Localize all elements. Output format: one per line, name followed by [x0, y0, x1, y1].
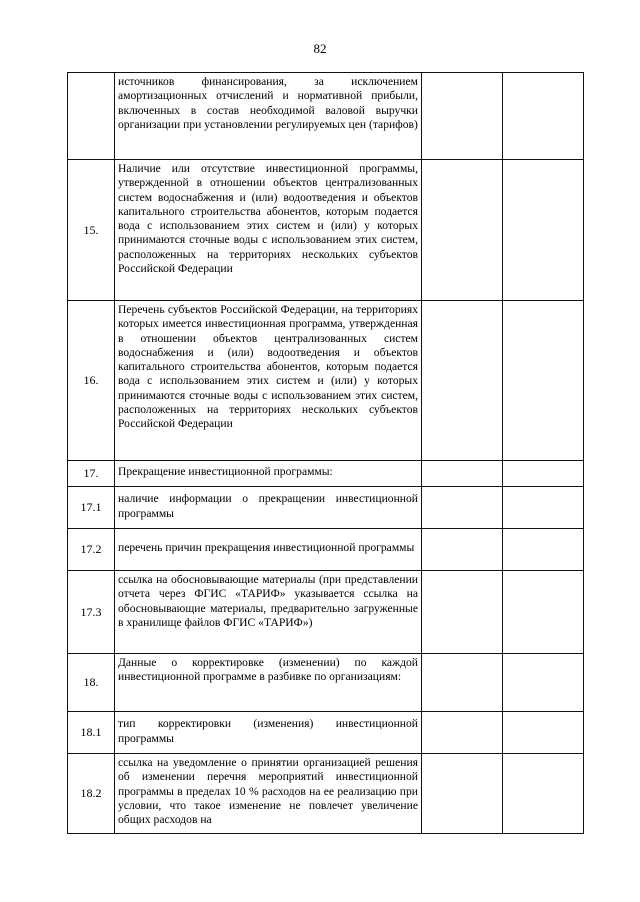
empty-cell [503, 529, 584, 571]
row-number: 17.3 [68, 571, 115, 654]
empty-cell [503, 571, 584, 654]
empty-cell [422, 73, 503, 160]
empty-cell [422, 571, 503, 654]
empty-cell [503, 654, 584, 712]
table-row [68, 712, 584, 754]
row-description: Наличие или отсутствие инвестиционной программы, утвержденной в отношении объектов централизованных систем водоснабжения и (или) водоотведения и объектов капитального строительства абонентов, которым подается вода с использованием этих систем и (или) у которых принимаются сточные воды с использованием этих систем, расположенных на территориях нескольких субъектов Российской Федерации [115, 160, 422, 301]
table-row [68, 529, 584, 571]
table-row [68, 301, 584, 461]
row-number: 16. [68, 301, 115, 461]
row-number: 17.2 [68, 529, 115, 571]
row-description: ссылка на уведомление о принятии организацией решения об изменении перечня мероприятий инвестиционной программы в пределах 10 % расходов на ее реализацию при условии, что такое изменение не повлечет увеличение общих расходов на [115, 754, 422, 834]
row-description: Прекращение инвестиционной программы: [115, 461, 422, 487]
empty-cell [503, 487, 584, 529]
empty-cell [422, 301, 503, 461]
empty-cell [422, 461, 503, 487]
empty-cell [503, 754, 584, 834]
row-description: источников финансирования, за исключением амортизационных отчислений и нормативной прибыли, включенных в состав необходимой валовой выручки организации при установлении регулируемых цен (тарифов) [115, 73, 422, 160]
row-description: наличие информации о прекращении инвестиционной программы [115, 487, 422, 529]
table-row [68, 571, 584, 654]
row-number [68, 73, 115, 160]
empty-cell [422, 754, 503, 834]
row-description: Данные о корректировке (изменении) по каждой инвестиционной программе в разбивке по организациям: [115, 654, 422, 712]
empty-cell [422, 160, 503, 301]
table-row [68, 461, 584, 487]
empty-cell [503, 301, 584, 461]
row-number: 17. [68, 461, 115, 487]
table-row [68, 73, 584, 160]
empty-cell [503, 73, 584, 160]
page-number: 82 [313, 41, 327, 56]
row-number: 18. [68, 654, 115, 712]
empty-cell [422, 529, 503, 571]
row-number: 15. [68, 160, 115, 301]
table-row [68, 754, 584, 834]
empty-cell [503, 461, 584, 487]
empty-cell [422, 654, 503, 712]
empty-cell [503, 712, 584, 754]
row-number: 17.1 [68, 487, 115, 529]
table-row [68, 654, 584, 712]
row-number: 18.2 [68, 754, 115, 834]
row-description: ссылка на обосновывающие материалы (при представлении отчета через ФГИС «ТАРИФ» указывается ссылка на обосновывающие материалы, предварительно загруженные в хранилище файлов ФГИС «ТАРИФ») [115, 571, 422, 654]
row-description: тип корректировки (изменения) инвестиционной программы [115, 712, 422, 754]
row-description: Перечень субъектов Российской Федерации, на территориях которых имеется инвестиционная программа, утвержденная в отношении объектов централизованных систем водоснабжения и (или) водоотведения и объектов капитального строительства абонентов, которым подается вода с использованием этих систем и (или) у которых принимаются сточные воды с использованием этих систем, расположенных на территориях нескольких субъектов Российской Федерации [115, 301, 422, 461]
table-row [68, 487, 584, 529]
empty-cell [422, 712, 503, 754]
row-number: 18.1 [68, 712, 115, 754]
empty-cell [503, 160, 584, 301]
row-description: перечень причин прекращения инвестиционной программы [115, 529, 422, 571]
table-row [68, 160, 584, 301]
empty-cell [422, 487, 503, 529]
requirements-table [67, 72, 584, 834]
